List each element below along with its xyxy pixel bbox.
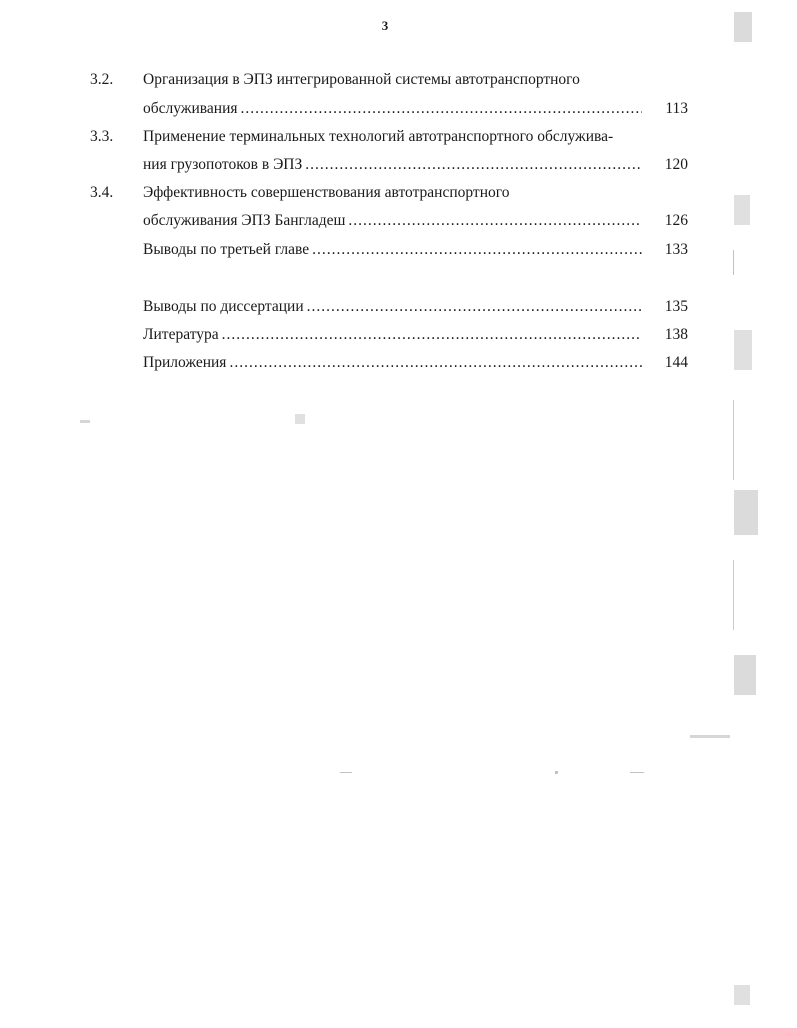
toc-page-number: 144 xyxy=(664,354,688,371)
page-number: 3 xyxy=(381,18,389,33)
dot-leader xyxy=(307,297,642,317)
toc-entry-appendices xyxy=(0,353,797,373)
toc-entry-title: Литература xyxy=(143,326,219,343)
toc-entry-literature xyxy=(0,325,797,345)
toc-entry-title: Организация в ЭПЗ интегрированной системы автотранспортного xyxy=(143,71,580,88)
toc-entry-number: 3.4. xyxy=(90,184,114,201)
toc-entry-3-3-first-line xyxy=(0,127,797,147)
dot-leader xyxy=(229,353,642,373)
toc-page-number: 120 xyxy=(664,156,688,173)
toc-entry-3-3-second-line xyxy=(0,155,797,175)
toc-page-number: 113 xyxy=(665,100,688,117)
dot-leader xyxy=(305,155,642,175)
toc-entry-title-continued: обслуживания ЭПЗ Бангладеш xyxy=(143,212,346,229)
toc-leader-line xyxy=(143,99,688,119)
dot-leader xyxy=(222,325,642,345)
dot-leader xyxy=(241,99,642,119)
toc-leader-line xyxy=(143,325,688,345)
toc-entry-title: Приложения xyxy=(143,354,227,371)
toc-leader-line xyxy=(143,240,688,260)
toc-page-number: 135 xyxy=(664,298,688,315)
toc-entry-dissertation-conclusions xyxy=(0,297,797,317)
dot-leader xyxy=(348,211,642,231)
toc-entry-3-2-second-line xyxy=(0,99,797,119)
toc-entry-title: Выводы по третьей главе xyxy=(143,241,310,258)
toc-page-number: 133 xyxy=(664,241,688,258)
dot-leader xyxy=(312,240,642,260)
toc-leader-line xyxy=(143,297,688,317)
toc-entry-title: Применение терминальных технологий автотранспортного обслужива- xyxy=(143,128,614,145)
toc-entry-number: 3.2. xyxy=(90,71,114,88)
toc-leader-line xyxy=(143,353,688,373)
toc-leader-line xyxy=(143,211,688,231)
toc-entry-title-continued: обслуживания xyxy=(143,100,238,117)
toc-entry-3-2-first-line xyxy=(0,70,797,90)
toc-entry-3-4-second-line xyxy=(0,211,797,231)
toc-entry-number: 3.3. xyxy=(90,128,114,145)
toc-entry-title-continued: ния грузопотоков в ЭПЗ xyxy=(143,156,303,173)
toc-leader-line xyxy=(143,155,688,175)
toc-page-number: 126 xyxy=(664,212,688,229)
toc-entry-3-4-first-line xyxy=(0,183,797,203)
toc-entry-title: Эффективность совершенствования автотранспортного xyxy=(143,184,510,201)
toc-page-number: 138 xyxy=(664,326,688,343)
toc-entry-chapter-conclusions xyxy=(0,240,797,260)
toc-entry-title: Выводы по диссертации xyxy=(143,298,304,315)
